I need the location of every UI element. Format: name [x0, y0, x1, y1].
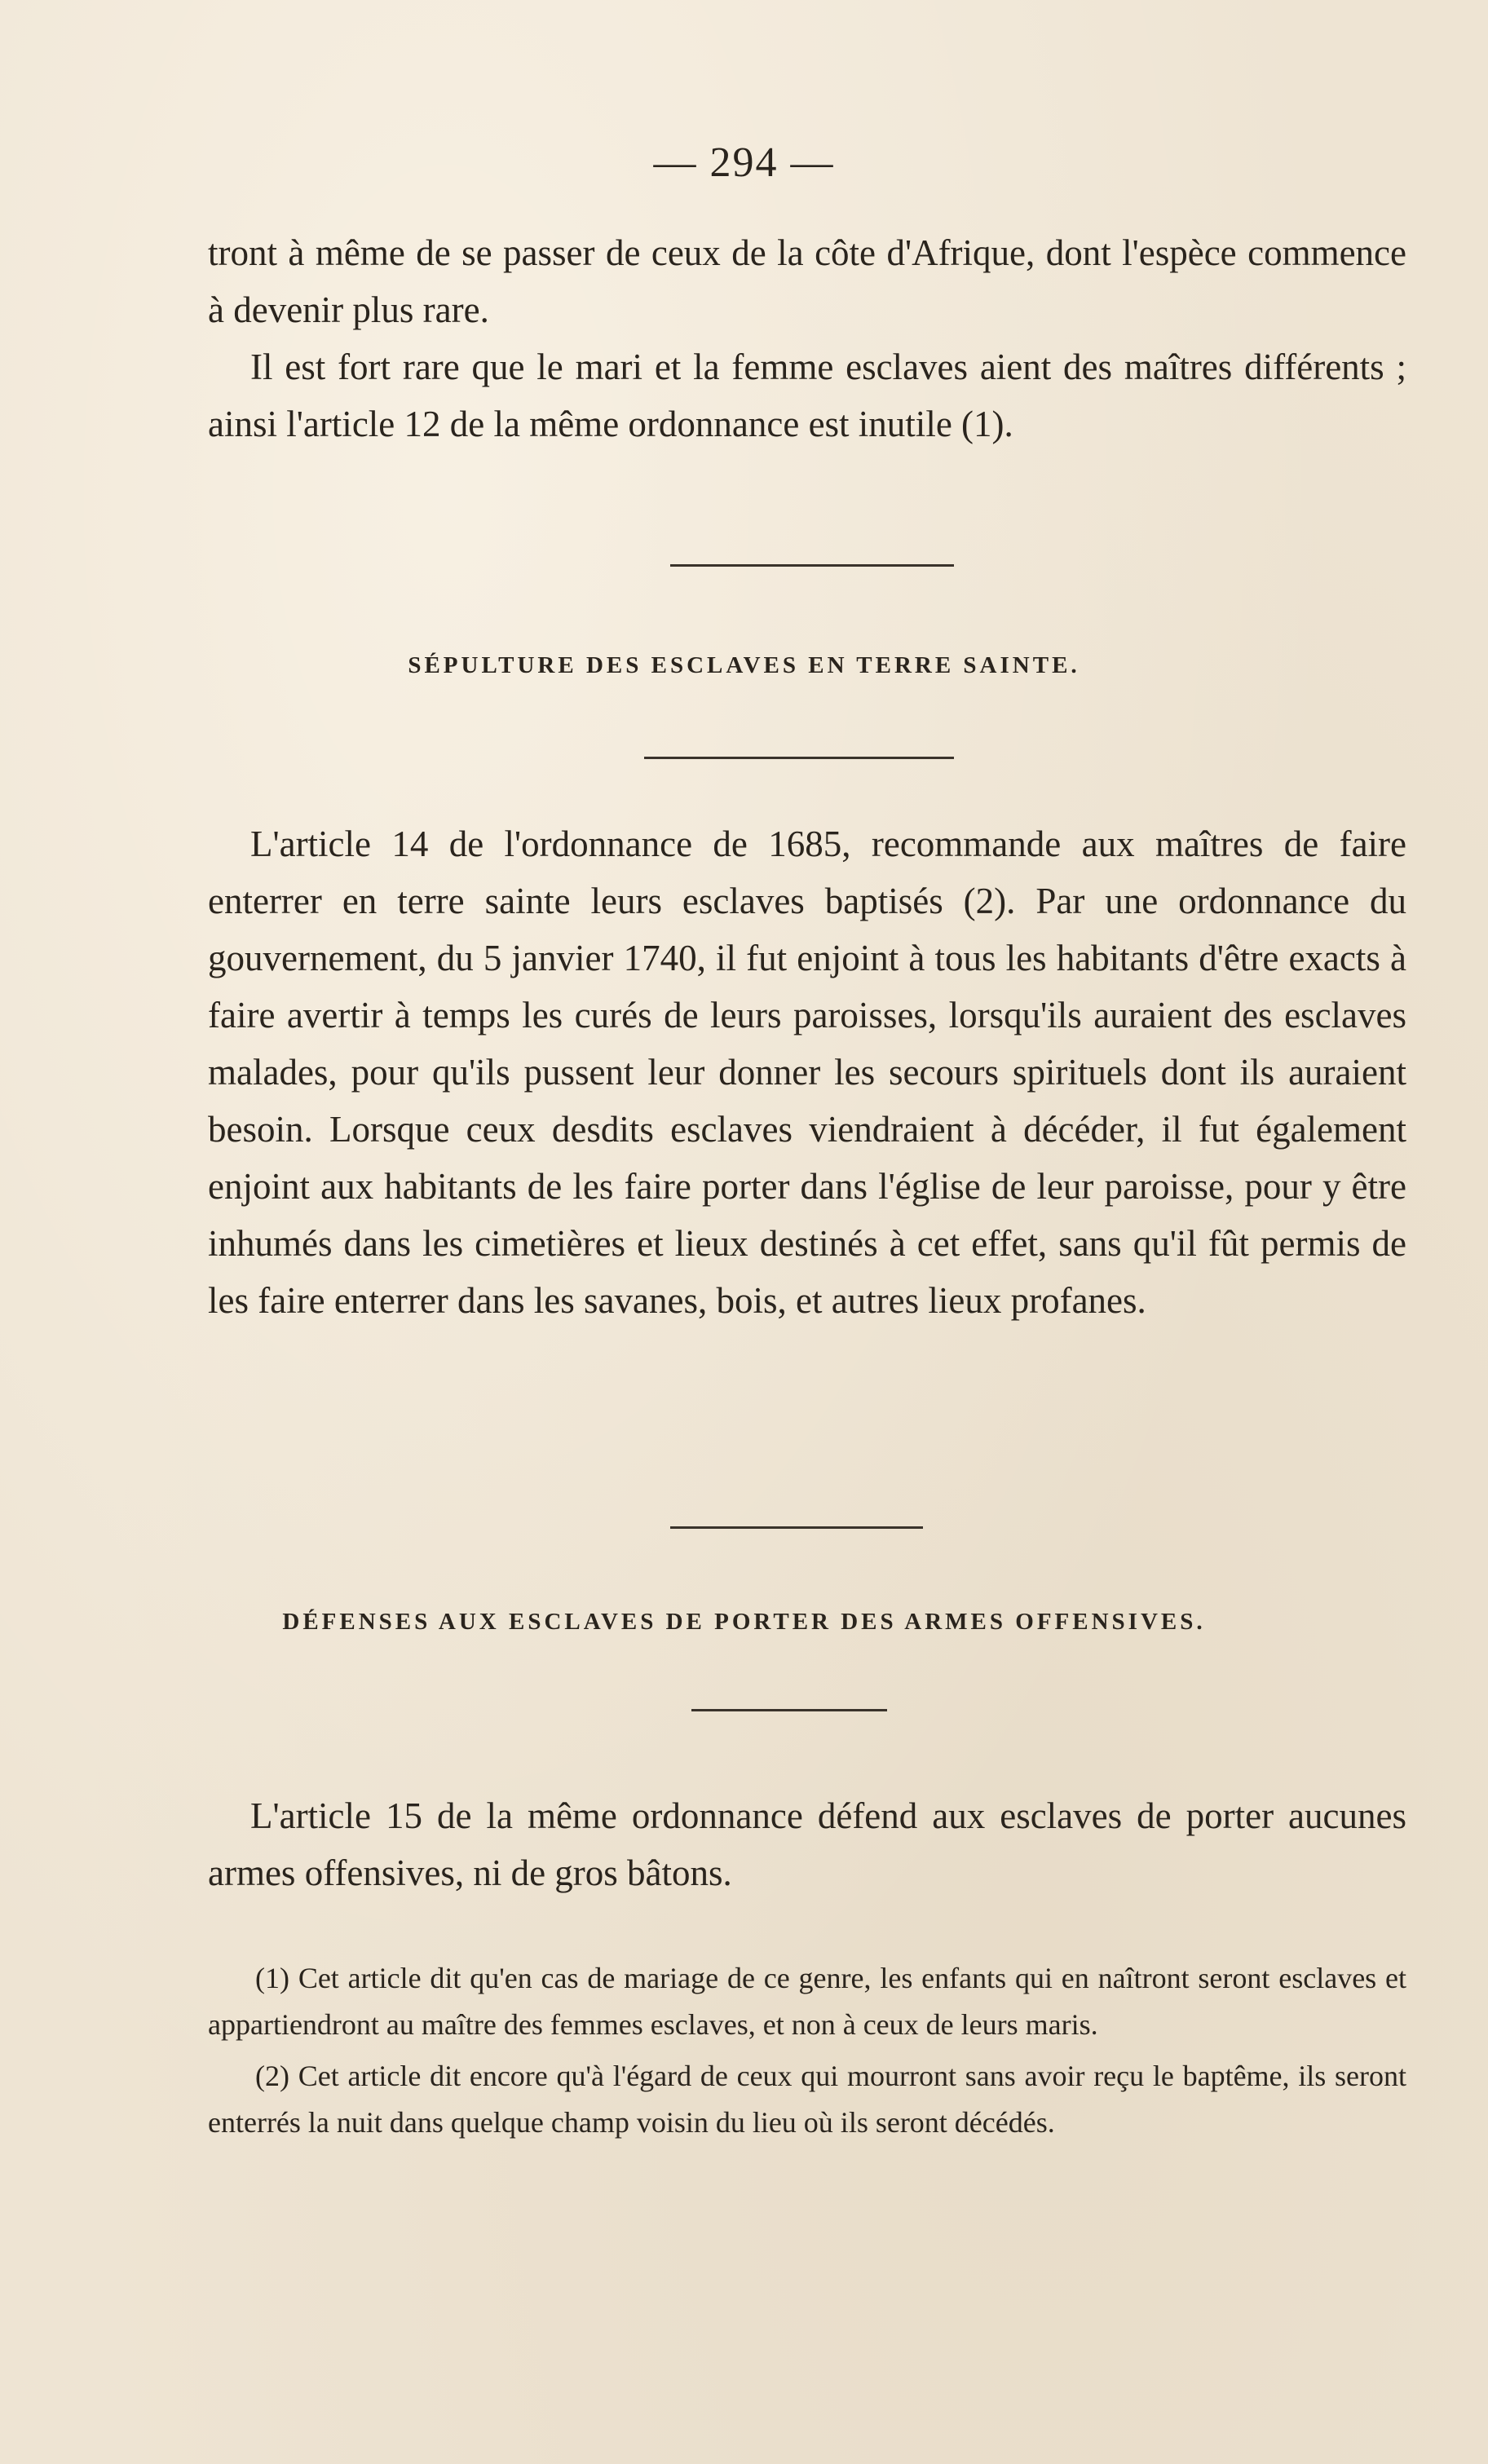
top-text [208, 224, 1406, 453]
section-heading-sepulture: SÉPULTURE DES ESCLAVES EN TERRE SAINTE. [408, 652, 1080, 678]
section-rule-top [670, 1526, 923, 1529]
section-heading-armes: DÉFENSES AUX ESCLAVES DE PORTER DES ARMES OFFENSIVES. [282, 1609, 1206, 1635]
section-rule-top [670, 564, 954, 567]
paragraph-article-14: L'article 14 de l'ordonnance de 1685, recommande aux maîtres de faire enterrer en terre sainte leurs esclaves baptisés (2). Par une ordonnance du gouvernement, du 5 janvier 1740, il fut enjoint à tous les habitants d'être exacts à faire avertir à temps les curés de leurs paroisses, lorsqu'ils auraient des esclaves malades, pour qu'ils pussent leur donner les secours spirituels dont ils auraient besoin. Lorsque ceux desdits esclaves viendraient à décéder, il fut également enjoint aux habitants de les faire porter dans l'église de leur paroisse, pour y être inhumés dans les cimetières et lieux destinés à cet effet, sans qu'il fût permis de les faire enterrer dans les savanes, bois, et autres lieux profanes. [208, 824, 1406, 1321]
section-rule-bottom [644, 757, 954, 759]
paragraph-article-15: L'article 15 de la même ordonnance défend aux esclaves de porter aucunes armes offensives, ni de gros bâtons. [208, 1795, 1406, 1893]
paragraph-continuation: tront à même de se passer de ceux de la côte d'Afrique, dont l'espèce commence à devenir plus rare. [208, 232, 1406, 330]
section-rule-bottom [691, 1709, 887, 1711]
footnotes [208, 1955, 1406, 2146]
section-sepulture-body [208, 815, 1406, 1329]
paragraph-article-12: Il est fort rare que le mari et la femme esclaves aient des maîtres différents ; ainsi l'article 12 de la même ordonnance est inutile (1). [208, 347, 1406, 444]
footnote-1: (1) Cet article dit qu'en cas de mariage de ce genre, les enfants qui en naîtront seront esclaves et appartiendront au maître des femmes esclaves, et non à ceux de leurs maris. [208, 1962, 1406, 2041]
section-armes-body [208, 1787, 1406, 1901]
footnote-2: (2) Cet article dit encore qu'à l'égard de ceux qui mourront sans avoir reçu le baptême, ils seront enterrés la nuit dans quelque champ voisin du lieu où ils seront décédés. [208, 2060, 1406, 2139]
page-number: — 294 — [653, 139, 835, 186]
